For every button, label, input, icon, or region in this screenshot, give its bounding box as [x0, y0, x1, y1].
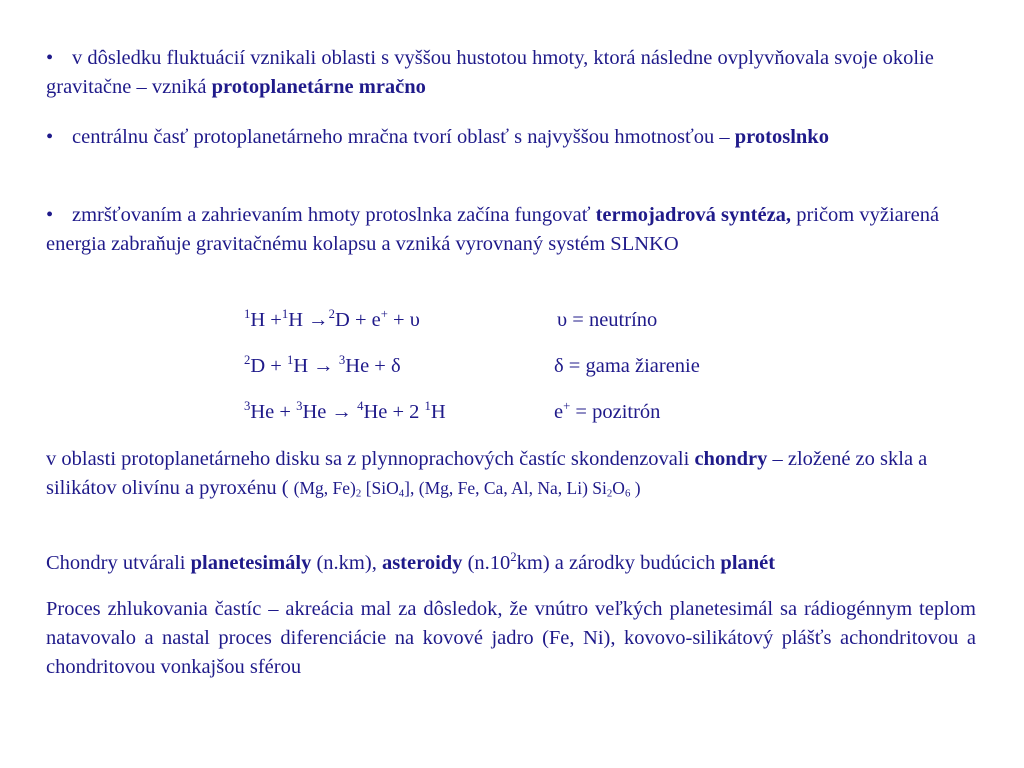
equation-proton-proton-3: [244, 398, 661, 427]
mineral-formula: (Mg, $Fe)_2$ [SiO$_4$], (Mg, Fe, Ca, Al, Na, Li) $Si_2O_6$ ): [293, 478, 641, 500]
term-chondrules: chondry: [694, 448, 768, 470]
equation-formula: $^2$D + $^1$H → $^3$He + δ: [244, 353, 401, 377]
paragraph-text: centrálnu časť protoplanetárneho mračna tvorí oblasť s najvyššou hmotnosťou –: [72, 126, 735, 148]
bullet-paragraph-protoplanetary-cloud: [46, 44, 976, 102]
equation-proton-proton-2: [244, 352, 700, 381]
paragraph-accretion: Proces zhlukovania častíc – akreácia mal za dôsledok, že vnútro veľkých planetesimál sa rádiogénnym teplom natavovalo a nastal proces diferenciácie na kovové jadro (Fe, Ni), kovovo-silikátový plášťs achondritovou a chondritovou vonkajšou sférou: [46, 598, 976, 678]
paragraph-text: v dôsledku fluktuácií vznikali oblasti s vyššou hustotou hmoty, ktorá následne ovplyvňovala svoje okolie gravitačne – vzniká: [46, 47, 934, 98]
paragraph-text: km) a zárodky budúcich: [516, 552, 721, 574]
term-asteroids: asteroidy: [381, 552, 463, 574]
exponent: 2: [510, 550, 517, 565]
bullet-marker: •: [46, 47, 54, 69]
bullet-paragraph-fusion: [46, 201, 976, 259]
paragraph-text-continued: – zložené zo skla a silikátov olivínu a pyroxénu (: [46, 448, 928, 499]
paragraph-text: (n.km),: [311, 552, 382, 574]
bullet-paragraph-protosun: [46, 123, 976, 152]
equation-proton-proton-1: [244, 306, 658, 335]
equation-legend-gamma: δ = gama žiarenie: [554, 355, 700, 377]
paragraph-text: zmršťovaním a zahrievaním hmoty protoslnka začína fungovať: [72, 204, 596, 226]
equation-legend-neutrino: υ = neutríno: [557, 309, 658, 331]
equation-formula: $^1$H +$^1$H →$^2$D + e+ + υ: [244, 307, 420, 331]
paragraph-planetesimals: [46, 549, 976, 578]
paragraph-chondrules: [46, 445, 976, 503]
term-thermonuclear-fusion: termojadrová syntéza,: [595, 204, 792, 226]
paragraph-text: (n.10: [462, 552, 511, 574]
term-protoplanetary-cloud: protoplanetárne mračno: [211, 76, 426, 98]
term-protosun: protoslnko: [734, 126, 829, 148]
bullet-marker: •: [46, 126, 54, 148]
equation-formula: $^3$He + $^3$He → $^4$He + 2 $^1$H: [244, 399, 446, 423]
paragraph-text: Chondry utvárali: [46, 552, 191, 574]
paragraph-text-continued: pričom vyžiarená energia zabraňuje gravitačnému kolapsu a vzniká vyrovnaný systém SLNKO: [46, 204, 940, 255]
term-planetesimals: planetesimály: [190, 552, 312, 574]
term-planets: planét: [720, 552, 776, 574]
bullet-marker: •: [46, 204, 54, 226]
paragraph-text: v oblasti protoplanetárneho disku sa z plynnoprachových častíc skondenzovali: [46, 448, 695, 470]
equation-legend-positron: e+ = pozitrón: [554, 399, 661, 423]
